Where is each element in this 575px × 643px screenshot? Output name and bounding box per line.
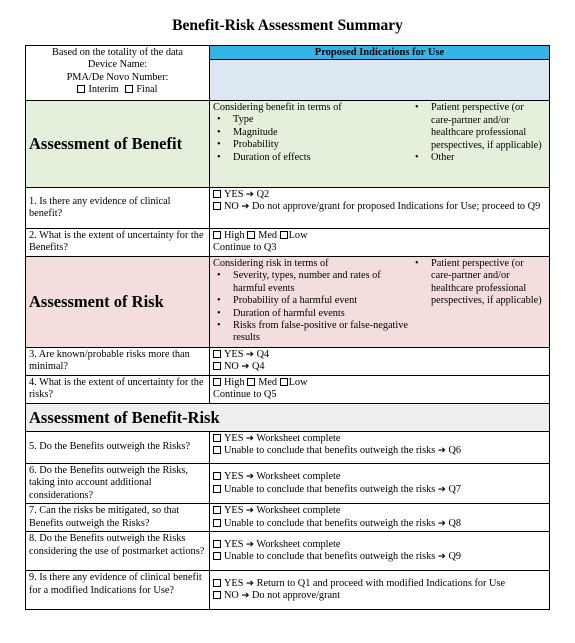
pma-number-label: PMA/De Novo Number: [66,71,169,83]
device-name-label: Device Name: [87,59,148,71]
header-line-1: Based on the totality of the data [52,47,183,58]
q1-option-yes[interactable]: YES ➔ Q2 [213,189,546,201]
q8-unable-checkbox[interactable] [213,552,221,560]
q5-question: 5. Do the Benefits outweigh the Risks? [26,432,210,464]
benefit-list [213,114,411,164]
q1-option-no[interactable]: NO ➔ Do not approve/grant for proposed Indications for Use; proceed to Q9 [213,201,546,213]
interim-label: Interim [88,84,119,96]
assessment-table [25,45,550,610]
q1-answers [210,188,550,229]
benefit-item-patient: • Patient perspective (or care-partner and/or healthcare professional perspectives, if applicable) [411,102,546,152]
q9-question: 9. Is there any evidence of clinical benefit for a modified Indications for Use? [26,571,210,610]
q2-low-checkbox[interactable] [280,231,288,239]
proposed-indications-header: Proposed Indications for Use [210,46,549,60]
final-checkbox[interactable] [125,85,133,93]
arrow-right-icon: ➔ [437,445,446,457]
q6-answers [210,464,550,504]
risk-heading: Assessment of Risk [26,257,210,348]
q9-option-no[interactable]: NO ➔ Do not approve/grant [213,590,546,602]
arrow-right-icon: ➔ [241,590,250,602]
arrow-right-icon: ➔ [246,189,254,200]
arrow-right-icon: ➔ [246,538,254,550]
benefit-item-type: • Type [213,114,411,126]
risk-item-false-results: • Risks from false-positive or false-negative results [213,320,411,345]
q2-continue: Continue to Q3 [213,242,277,254]
q2-answers: High Med Low Continue to Q3 [210,229,550,257]
q9-yes-checkbox[interactable] [213,579,221,587]
arrow-right-icon: ➔ [437,483,446,495]
proposed-indications-input[interactable] [210,60,549,100]
benefit-considerations [210,101,550,188]
q8-yes-checkbox[interactable] [213,540,221,548]
arrow-right-icon: ➔ [241,201,250,213]
q2-question: 2. What is the extent of uncertainty for the Benefits? [26,229,210,257]
arrow-right-icon: ➔ [246,349,254,360]
proposed-indications-cell [210,46,550,101]
q6-question: 6. Do the Benefits outweigh the Risks, taking into account additional considerations? [26,464,210,504]
q3-option-yes[interactable]: YES ➔ Q4 [213,349,546,361]
q2-med-checkbox[interactable] [247,231,255,239]
q1-question: 1. Is there any evidence of clinical benefit? [26,188,210,229]
q3-no-checkbox[interactable] [213,362,221,370]
benefit-item-probability: • Probability [213,139,411,151]
q5-answers [210,432,550,464]
risk-considerations [210,257,550,348]
arrow-right-icon: ➔ [246,471,254,483]
q8-option-unable[interactable]: Unable to conclude that benefits outweigh the risks ➔ Q9 [213,551,546,563]
benefit-item-other: • Other [411,152,546,164]
arrow-right-icon: ➔ [246,433,254,444]
q4-high-checkbox[interactable] [213,378,221,386]
q4-med-checkbox[interactable] [247,378,255,386]
arrow-right-icon: ➔ [437,551,446,563]
q5-unable-checkbox[interactable] [213,446,221,454]
interim-checkbox[interactable] [77,85,85,93]
q9-answers [210,571,550,610]
q7-question: 7. Can the risks be mitigated, so that Benefits outweigh the Risks? [26,504,210,532]
q6-option-yes[interactable]: YES ➔ Worksheet complete [213,471,546,483]
page-title: Benefit-Risk Assessment Summary [172,17,403,34]
q4-question: 4. What is the extent of uncertainty for the risks? [26,376,210,404]
q8-answers [210,532,550,571]
q7-option-unable[interactable]: Unable to conclude that benefits outweigh the risks ➔ Q8 [213,518,546,530]
benefit-right-list [411,102,546,164]
risk-intro: Considering risk in terms of [213,258,329,269]
benefit-item-duration: • Duration of effects [213,152,411,164]
q3-question: 3. Are known/probable risks more than minimal? [26,348,210,376]
q5-yes-checkbox[interactable] [213,434,221,442]
q8-question: 8. Do the Benefits outweigh the Risks considering the use of postmarket actions? [26,532,210,571]
arrow-right-icon: ➔ [246,577,254,589]
benefit-item-magnitude: • Magnitude [213,127,411,139]
q7-option-yes[interactable]: YES ➔ Worksheet complete [213,505,546,517]
status-options [29,84,206,96]
benefit-heading: Assessment of Benefit [26,101,210,188]
risk-item-severity: • Severity, types, number and rates of harmful events [213,270,411,295]
q9-no-checkbox[interactable] [213,591,221,599]
q8-option-yes[interactable]: YES ➔ Worksheet complete [213,539,546,551]
benefit-intro: Considering benefit in terms of [213,102,342,113]
header-info-cell [26,46,210,101]
q4-answers: High Med Low Continue to Q5 [210,376,550,404]
q9-option-yes[interactable]: YES ➔ Return to Q1 and proceed with modified Indications for Use [213,578,546,590]
final-label: Final [136,84,158,96]
arrow-right-icon: ➔ [246,505,254,517]
q7-yes-checkbox[interactable] [213,506,221,514]
q4-continue: Continue to Q5 [213,389,277,401]
arrow-right-icon: ➔ [241,361,250,373]
q6-option-unable[interactable]: Unable to conclude that benefits outweigh the risks ➔ Q7 [213,484,546,496]
q2-high-checkbox[interactable] [213,231,221,239]
q3-answers [210,348,550,376]
q4-low-checkbox[interactable] [280,378,288,386]
q6-yes-checkbox[interactable] [213,472,221,480]
risk-item-probability: • Probability of a harmful event [213,295,411,307]
q3-yes-checkbox[interactable] [213,350,221,358]
q5-option-yes[interactable]: YES ➔ Worksheet complete [213,433,546,445]
q3-option-no[interactable]: NO ➔ Q4 [213,361,546,373]
q6-unable-checkbox[interactable] [213,485,221,493]
risk-list [213,270,411,344]
q7-answers [210,504,550,532]
q7-unable-checkbox[interactable] [213,519,221,527]
q5-option-unable[interactable]: Unable to conclude that benefits outweigh the risks ➔ Q6 [213,445,546,457]
benefit-risk-heading: Assessment of Benefit-Risk [26,404,550,432]
risk-right-list [411,258,546,345]
arrow-right-icon: ➔ [437,517,446,529]
risk-item-duration: • Duration of harmful events [213,308,411,320]
q1-yes-checkbox[interactable] [213,190,221,198]
risk-item-patient: • Patient perspective (or care-partner and/or healthcare professional perspectives, if applicable) [411,258,546,308]
q1-no-checkbox[interactable] [213,202,221,210]
